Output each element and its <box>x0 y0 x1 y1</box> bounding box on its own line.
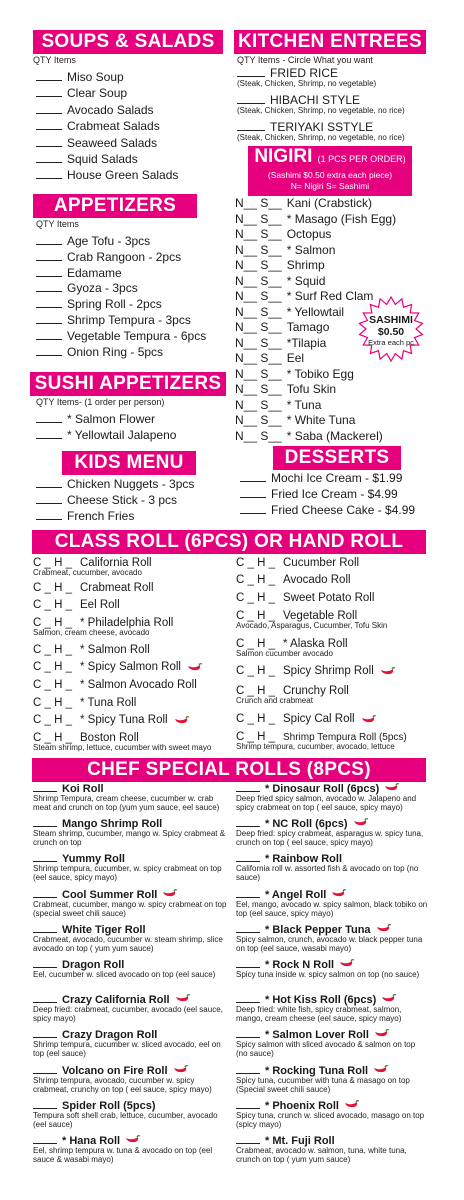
class-roll-name: Spicy Cal Roll <box>283 713 355 725</box>
chef-roll-name: * Black Pepper Tuna <box>265 923 371 936</box>
nigiri-item-name: Octopus <box>286 227 332 241</box>
desserts-item[interactable] <box>240 503 415 517</box>
nigiri-item-name: * Salmon <box>286 242 336 257</box>
chef-roll-name: * Dinosaur Roll (6pcs) <box>265 783 380 795</box>
kitchen-header: KITCHEN ENTREES <box>234 30 426 54</box>
class-roll-name: * Tuna Roll <box>80 697 137 709</box>
chef-roll-desc: Spicy tuna inside w. spicy salmon on top (no sauce) <box>236 970 420 979</box>
soups-header: SOUPS & SALADS <box>33 30 223 54</box>
nigiri-item-name: Shrimp <box>286 258 325 272</box>
class-roll-item[interactable] <box>236 556 359 570</box>
desserts-item-label: Mochi Ice Cream - $1.99 <box>271 471 403 485</box>
kids-item[interactable] <box>36 493 177 507</box>
soups-item[interactable] <box>36 168 178 182</box>
nigiri-sub2: N= Nigiri S= Sashimi <box>290 181 370 191</box>
soups-item[interactable] <box>36 136 157 150</box>
class-roll-header: CLASS ROLL (6PCS) OR HAND ROLL <box>32 530 426 554</box>
nigiri-order-blanks[interactable]: N__ S__ <box>235 227 282 241</box>
chef-roll-name: * Hana Roll <box>62 1135 121 1147</box>
appetizers-item[interactable] <box>36 313 191 327</box>
appetizers-item-label: Vegetable Tempura - 6pcs <box>67 328 207 343</box>
nigiri-order-blanks[interactable]: N__ S__ <box>235 304 282 319</box>
chef-roll-name: * Rainbow Roll <box>265 853 342 866</box>
chili-pepper-icon <box>175 994 191 1003</box>
chef-roll-name: * Angel Roll <box>265 888 327 901</box>
nigiri-item[interactable] <box>235 398 321 412</box>
soups-item[interactable] <box>36 152 138 166</box>
class-roll-item[interactable] <box>33 713 168 727</box>
desserts-item[interactable] <box>240 471 402 485</box>
nigiri-order-blanks[interactable]: N__ S__ <box>235 413 282 427</box>
class-roll-name: * Alaska Roll <box>283 638 348 650</box>
chef-roll-qty-blank[interactable] <box>236 1099 260 1109</box>
appetizers-item-label: Shrimp Tempura - 3pcs <box>67 313 191 327</box>
chef-roll-desc: California roll w. assorted fish & avocado on top (no sauce) <box>236 864 419 883</box>
chili-pepper-icon <box>381 994 397 1003</box>
kids-qty-blank[interactable] <box>36 494 62 504</box>
appetizers-qty-blank[interactable] <box>36 314 62 324</box>
appetizers-qty-blank[interactable] <box>36 267 62 277</box>
kitchen-item-name: TERIYAKI SSTYLE <box>270 120 374 134</box>
class-roll-prefix[interactable]: C _ H _ <box>236 731 275 743</box>
chef-roll-desc: Spicy tuna, crunch w. sliced avocado, masago on top (spicy mayo) <box>236 1110 425 1129</box>
nigiri-item-name: * Yellowtail <box>286 304 345 319</box>
chef-roll-desc: Spicy salmon, crunch, avocado w. black pepper tuna on top (eel sauce, wasabi mayo) <box>236 934 423 953</box>
nigiri-order-blanks[interactable]: N__ S__ <box>235 351 282 365</box>
nigiri-order-blanks[interactable]: N__ S__ <box>235 289 282 303</box>
soups-item[interactable] <box>36 103 154 117</box>
class-roll-prefix[interactable]: C _ H _ <box>33 582 72 594</box>
kitchen-item[interactable] <box>237 120 373 134</box>
nigiri-item[interactable] <box>235 274 325 288</box>
class-roll-prefix[interactable]: C _ H _ <box>236 610 275 622</box>
kids-item-label: Chicken Nuggets - 3pcs <box>67 477 195 491</box>
nigiri-item-name: Tamago <box>286 320 330 334</box>
chili-pepper-icon <box>344 1100 360 1109</box>
soups-item[interactable] <box>36 70 124 84</box>
class-roll-prefix[interactable]: C _ H _ <box>33 661 72 673</box>
sushi-appetizers-item[interactable] <box>36 412 155 426</box>
chef-roll-desc: Deep fried: white fish, spicy crabmeat, salmon, mango, cream cheese (eel sauce, spicy mayo) <box>236 1005 402 1024</box>
chef-roll-desc: Deep fried: crabmeat, cucumber, avocado (eel sauce, spicy mayo) <box>33 1005 223 1024</box>
appetizers-qty-blank[interactable] <box>36 298 62 308</box>
chef-roll-name: Crazy Dragon Roll <box>62 1029 158 1042</box>
soups-item-label: Avocado Salads <box>67 102 154 117</box>
nigiri-item-name: Tofu Skin <box>286 382 337 396</box>
nigiri-item-name: * White Tuna <box>286 413 356 427</box>
nigiri-item[interactable] <box>235 336 326 350</box>
nigiri-order-blanks[interactable]: N__ S__ <box>235 258 282 272</box>
appetizers-item-label: Age Tofu - 3pcs <box>67 234 151 248</box>
kids-header: KIDS MENU <box>62 451 196 475</box>
class-roll-prefix[interactable]: C _ H _ <box>33 557 72 569</box>
chef-roll-name: Dragon Roll <box>62 959 125 971</box>
class-roll-prefix[interactable]: C _ H _ <box>236 557 275 569</box>
kitchen-qty-blank[interactable] <box>237 67 265 77</box>
chef-roll-qty-blank[interactable] <box>33 993 57 1003</box>
class-roll-item[interactable] <box>33 643 150 657</box>
class-roll-prefix[interactable]: C _ H _ <box>236 685 275 697</box>
chef-roll-name: Mango Shrimp Roll <box>62 818 163 831</box>
chili-pepper-icon <box>380 667 396 676</box>
chef-roll-desc: Spicy salmon with sliced avocado & salmon on top (no sauce) <box>236 1040 416 1059</box>
chef-roll-qty-blank[interactable] <box>33 1064 57 1074</box>
kitchen-qty-blank[interactable] <box>237 121 265 131</box>
chef-roll-desc: Crabmeat, avocado w. salmon, tuna, white tuna, crunch on top ( yum yum sauce) <box>236 1146 407 1164</box>
chef-roll-qty-blank[interactable] <box>236 1028 260 1038</box>
kitchen-item-desc: (Steak, Chicken, Shrimp, no vegetable, no rice) <box>237 106 405 115</box>
nigiri-item[interactable] <box>235 367 354 381</box>
kitchen-item[interactable] <box>237 93 360 107</box>
sashimi-badge-line1: SASHIMI <box>369 314 413 326</box>
nigiri-order-blanks[interactable]: N__ S__ <box>235 273 282 288</box>
class-roll-name: Boston Roll <box>80 732 139 744</box>
soups-item[interactable] <box>36 86 127 100</box>
soups-qty-blank[interactable] <box>36 169 62 179</box>
appetizers-qty-blank[interactable] <box>36 235 62 245</box>
soups-item-label: Miso Soup <box>67 70 124 84</box>
nigiri-order-blanks[interactable]: N__ S__ <box>235 382 282 396</box>
chef-roll-desc: Spicy tuna, cucumber with tuna & masago on top (Special sweet chili sauce) <box>236 1075 410 1094</box>
appetizers-item[interactable] <box>36 281 138 295</box>
soups-qty-blank[interactable] <box>36 87 62 97</box>
class-roll-prefix[interactable]: C _ H _ <box>236 713 275 725</box>
chef-roll-qty-blank[interactable] <box>236 1064 260 1074</box>
chili-pepper-icon <box>373 1065 389 1074</box>
chef-roll-desc: Tempura soft shell crab, lettuce, cucumber, avocado (eel sauce) <box>33 1110 218 1129</box>
desserts-qty-blank[interactable] <box>240 488 266 498</box>
chef-roll-desc: Deep fried: spicy crabmeat, asparagus w. spicy tuna, crunch on top ( eel sauce, spicy mayo) <box>236 829 424 848</box>
nigiri-order-blanks[interactable]: N__ S__ <box>235 242 282 257</box>
sashimi-badge-line3: Extra each pc <box>368 338 414 347</box>
nigiri-order-blanks[interactable]: N__ S__ <box>235 397 282 412</box>
desserts-qty-blank[interactable] <box>240 504 266 514</box>
sashimi-badge-line2: $0.50 <box>377 326 405 338</box>
class-roll-prefix[interactable]: C _ H _ <box>236 592 275 604</box>
class-roll-desc: Steam shrimp, lettuce, cucumber with sweet mayo <box>33 743 212 752</box>
class-roll-item[interactable] <box>236 573 351 587</box>
chef-roll-qty-blank[interactable] <box>236 782 260 792</box>
appetizers-item-label: Gyoza - 3pcs <box>67 281 138 296</box>
nigiri-item[interactable] <box>235 413 355 427</box>
nigiri-sub1: (Sashimi $0.50 extra each piece) <box>267 170 393 180</box>
appetizers-item-label: Onion Ring - 5pcs <box>67 344 164 359</box>
nigiri-item[interactable] <box>235 212 396 226</box>
class-roll-prefix[interactable]: C _ H _ <box>33 599 72 611</box>
chef-roll-name: Yummy Roll <box>62 853 125 866</box>
nigiri-item[interactable] <box>235 258 325 272</box>
chili-pepper-icon <box>331 889 347 898</box>
desserts-header: DESSERTS <box>273 446 401 470</box>
chef-roll-name: * Salmon Lover Roll <box>265 1029 369 1042</box>
class-roll-name: Eel Roll <box>80 599 120 611</box>
soups-qty-blank[interactable] <box>36 120 62 130</box>
chef-roll-name: * NC Roll (6pcs) <box>265 818 348 831</box>
soups-item[interactable] <box>36 119 160 133</box>
chili-pepper-icon <box>361 715 377 724</box>
kitchen-item-name: FRIED RICE <box>270 66 339 80</box>
nigiri-item-name: *Tilapia <box>286 335 327 350</box>
chef-roll-qty-blank[interactable] <box>33 817 57 827</box>
chef-roll-name: Volcano on Fire Roll <box>62 1064 168 1077</box>
appetizers-qty-blank[interactable] <box>36 346 62 356</box>
chef-roll-desc: Deep fried spicy salmon, avocado w. Jalapeno and spicy crabmeat on top ( eel sauce, spicy mayo) <box>236 794 417 812</box>
chef-roll-name: Koi Roll <box>62 783 104 795</box>
class-roll-name: Sweet Potato Roll <box>283 592 375 604</box>
class-roll-name: Shrimp Tempura Roll (5pcs) <box>283 732 407 743</box>
chef-roll-name: * Rock N Roll <box>265 959 335 971</box>
soups-qty-blank[interactable] <box>36 153 62 163</box>
sushi-appetizers-item-label: * Salmon Flower <box>67 412 156 426</box>
chef-roll-qty-blank[interactable] <box>33 782 57 792</box>
soups-qty-label: QTY Items <box>33 55 76 65</box>
chef-roll-desc: Shrimp tempura, avocado, cucumber w. spicy crabmeat, crunchy on top ( eel sauce, spicy mayo) <box>33 1075 212 1094</box>
class-roll-prefix[interactable]: C _ H _ <box>33 644 72 656</box>
chef-roll-qty-blank[interactable] <box>33 958 57 968</box>
appetizers-item[interactable] <box>36 329 206 343</box>
appetizers-item[interactable] <box>36 345 163 359</box>
nigiri-order-blanks[interactable]: N__ S__ <box>235 335 282 350</box>
sushi-appetizers-item[interactable] <box>36 428 176 442</box>
nigiri-header <box>248 146 412 196</box>
chili-pepper-icon <box>353 818 369 827</box>
nigiri-order-blanks[interactable]: N__ S__ <box>235 366 282 381</box>
appetizers-item-label: Spring Roll - 2pcs <box>67 297 162 312</box>
appetizers-item[interactable] <box>36 234 150 248</box>
kids-item[interactable] <box>36 477 194 491</box>
class-roll-desc: Salmon cucumber avocado <box>236 649 333 658</box>
class-roll-item[interactable] <box>33 696 136 710</box>
class-roll-prefix[interactable]: C _ H _ <box>33 714 72 726</box>
appetizers-item[interactable] <box>36 297 162 311</box>
kitchen-item-name: HIBACHI STYLE <box>270 93 361 107</box>
nigiri-item-name: Eel <box>286 351 305 365</box>
appetizers-header: APPETIZERS <box>33 194 197 218</box>
kids-qty-blank[interactable] <box>36 510 62 520</box>
chef-roll-qty-blank[interactable] <box>33 1099 57 1109</box>
class-roll-desc: Salmon, cream cheese, avocado <box>33 628 150 637</box>
class-roll-name: Crunchy Roll <box>283 685 349 697</box>
soups-item-label: Seaweed Salads <box>67 135 158 150</box>
chef-roll-qty-blank[interactable] <box>33 1134 57 1144</box>
nigiri-item-name: * Saba (Mackerel) <box>286 428 383 443</box>
class-roll-item[interactable] <box>33 598 120 612</box>
class-roll-name: California Roll <box>80 557 152 569</box>
kids-item-label: French Fries <box>67 508 135 523</box>
kids-item[interactable] <box>36 509 134 523</box>
class-roll-item[interactable] <box>236 664 374 678</box>
chef-roll-qty-blank[interactable] <box>236 923 260 933</box>
nigiri-item[interactable] <box>235 227 331 241</box>
chef-special-header: CHEF SPECIAL ROLLS (8PCS) <box>32 758 426 782</box>
nigiri-title: NIGIRI <box>254 146 313 167</box>
chef-roll-name: * Phoenix Roll <box>265 1099 339 1112</box>
chef-roll-qty-blank[interactable] <box>236 817 260 827</box>
nigiri-item[interactable] <box>235 243 335 257</box>
appetizers-item-label: Crab Rangoon - 2pcs <box>67 249 182 264</box>
appetizers-qty-blank[interactable] <box>36 282 62 292</box>
chef-roll-desc: Eel, shrimp tempura w. tuna & avocado on top (eel sauce & wasabi mayo) <box>33 1146 213 1164</box>
class-roll-name: * Salmon Roll <box>80 644 150 656</box>
chef-roll-qty-blank[interactable] <box>33 852 57 862</box>
class-roll-name: * Salmon Avocado Roll <box>80 679 197 691</box>
appetizers-qty-blank[interactable] <box>36 251 62 261</box>
class-roll-item[interactable] <box>236 712 355 726</box>
chili-pepper-icon <box>187 663 203 672</box>
nigiri-item[interactable] <box>235 196 372 210</box>
kids-qty-blank[interactable] <box>36 478 62 488</box>
sushi-appetizers-qty-blank[interactable] <box>36 429 62 439</box>
class-roll-prefix[interactable]: C _ H _ <box>236 638 275 650</box>
soups-qty-blank[interactable] <box>36 71 62 81</box>
chef-roll-desc: Eel, mango, avocado w. spicy salmon, black tobiko on top (eel sauce, spicy mayo) <box>236 899 428 918</box>
chef-roll-name: Cool Summer Roll <box>62 888 158 901</box>
chef-roll-name: * Mt. Fuji Roll <box>265 1135 335 1147</box>
appetizers-qty-label: QTY Items <box>36 219 79 229</box>
class-roll-item[interactable] <box>33 581 154 595</box>
kitchen-qty-blank[interactable] <box>237 94 265 104</box>
sashimi-badge <box>358 296 424 362</box>
nigiri-order-blanks[interactable]: N__ S__ <box>235 211 282 226</box>
chef-roll-qty-blank[interactable] <box>236 993 260 1003</box>
chef-roll-name: White Tiger Roll <box>62 923 146 936</box>
kitchen-item-desc: (Steak, Chicken, Shrimp, no vegetable) <box>237 79 377 88</box>
chef-roll-desc: Shrimp tempura, cucumber, w. spicy crabmeat on top (eel sauce, spicy mayo) <box>33 864 222 883</box>
nigiri-order-blanks[interactable]: N__ S__ <box>235 196 282 210</box>
chili-pepper-icon <box>162 889 178 898</box>
kitchen-item[interactable] <box>237 66 338 80</box>
desserts-item-label: Fried Cheese Cake - $4.99 <box>271 502 416 517</box>
class-roll-desc: Avocado, Asparagus, Cucumber, Tofu Skin <box>236 621 388 630</box>
nigiri-item-name: * Masago (Fish Egg) <box>286 211 397 226</box>
nigiri-order-blanks[interactable]: N__ S__ <box>235 428 282 443</box>
chef-roll-name: * Rocking Tuna Roll <box>265 1064 369 1077</box>
sushi-appetizers-qty-blank[interactable] <box>36 413 62 423</box>
chef-roll-name: * Hot Kiss Roll (6pcs) <box>265 994 377 1007</box>
class-roll-prefix[interactable]: C _ H _ <box>33 617 72 629</box>
nigiri-title-note: (1 PCS PER ORDER) <box>317 154 406 164</box>
nigiri-item[interactable] <box>235 382 336 396</box>
class-roll-desc: Crabmeat, cucumber, avocado <box>33 568 142 577</box>
chef-roll-desc: Steam shrimp, cucumber, mango w. Spicy crabmeat & crunch on top <box>33 829 226 848</box>
nigiri-item[interactable] <box>235 351 304 365</box>
class-roll-name: Cucumber Roll <box>283 557 360 569</box>
appetizers-item[interactable] <box>36 250 181 264</box>
soups-item-label: House Green Salads <box>67 168 179 183</box>
sushi-appetizers-qty-label: QTY Items- (1 order per person) <box>36 397 165 407</box>
chef-roll-qty-blank[interactable] <box>33 888 57 898</box>
soups-qty-blank[interactable] <box>36 137 62 147</box>
chef-roll-qty-blank[interactable] <box>236 888 260 898</box>
chef-roll-desc: Crabmeat, avocado, cucumber w. steam shrimp, slice avocado on top ( yum yum sauce) <box>33 934 223 953</box>
chili-pepper-icon <box>384 783 400 792</box>
class-roll-prefix[interactable]: C _ H _ <box>236 665 275 677</box>
chef-roll-desc: Shrimp Tempura, cream cheese, cucumber w. crab meat and crunch on top (yum yum sauce, eel sauce) <box>33 794 220 812</box>
sushi-appetizers-header: SUSHI APPETIZERS <box>30 372 226 396</box>
nigiri-item-name: Kani (Crabstick) <box>286 196 373 210</box>
class-roll-prefix[interactable]: C _ H _ <box>33 679 72 691</box>
kitchen-item-desc: (Steak, Chicken, Shrimp, no vegetable, no rice) <box>237 133 405 142</box>
class-roll-name: Spicy Shrimp Roll <box>283 665 374 677</box>
chef-roll-desc: Eel, cucumber w. sliced avocado on top (eel sauce) <box>33 970 216 979</box>
class-roll-desc: Crunch and crabmeat <box>236 696 313 705</box>
class-roll-name: * Philadelphia Roll <box>80 617 174 629</box>
chili-pepper-icon <box>174 716 190 725</box>
nigiri-item[interactable] <box>235 320 329 334</box>
sushi-appetizers-item-label: * Yellowtail Jalapeno <box>67 427 177 442</box>
chef-roll-qty-blank[interactable] <box>236 958 260 968</box>
chili-pepper-icon <box>374 1029 390 1038</box>
class-roll-item[interactable] <box>33 678 197 692</box>
class-roll-item[interactable] <box>236 591 374 605</box>
nigiri-item[interactable] <box>235 429 383 443</box>
nigiri-item-name: * Surf Red Clam <box>286 289 374 303</box>
class-roll-name: * Spicy Salmon Roll <box>80 661 181 673</box>
kitchen-qty-label: QTY Items - Circle What you want <box>237 55 373 65</box>
soups-qty-blank[interactable] <box>36 104 62 114</box>
desserts-item-label: Fried Ice Cream - $4.99 <box>271 486 398 501</box>
appetizers-item-label: Edamame <box>67 265 122 280</box>
chef-roll-name: Crazy California Roll <box>62 994 170 1007</box>
class-roll-prefix[interactable]: C _ H _ <box>33 697 72 709</box>
chef-roll-desc: Shrimp tempura, cucumber w. sliced avocado, eel on top (eel sauce) <box>33 1040 221 1059</box>
chef-roll-qty-blank[interactable] <box>236 852 260 862</box>
nigiri-item[interactable] <box>235 289 373 303</box>
chili-pepper-icon <box>339 959 355 968</box>
nigiri-item-name: * Squid <box>286 273 326 288</box>
class-roll-desc: Shrimp tempura, cucumber, avocado, lettuce <box>236 742 395 751</box>
chef-roll-desc: Crabmeat, cucumber, mango w. spicy crabmeat on top (special sweet chili sauce) <box>33 899 227 918</box>
class-roll-name: Crabmeat Roll <box>80 582 154 594</box>
class-roll-name: Vegetable Roll <box>283 610 358 622</box>
chef-roll-qty-blank[interactable] <box>33 1028 57 1038</box>
class-roll-prefix[interactable]: C _ H _ <box>236 574 275 586</box>
appetizers-item[interactable] <box>36 266 122 280</box>
desserts-item[interactable] <box>240 487 398 501</box>
class-roll-item[interactable] <box>33 660 181 674</box>
soups-item-label: Squid Salads <box>67 152 138 166</box>
nigiri-order-blanks[interactable]: N__ S__ <box>235 320 282 334</box>
chili-pepper-icon <box>376 924 392 933</box>
chef-roll-qty-blank[interactable] <box>236 1134 260 1144</box>
class-roll-prefix[interactable]: C _ H _ <box>33 732 72 744</box>
chef-roll-name: Spider Roll (5pcs) <box>62 1099 156 1112</box>
appetizers-qty-blank[interactable] <box>36 330 62 340</box>
desserts-qty-blank[interactable] <box>240 472 266 482</box>
nigiri-item-name: * Tuna <box>286 397 322 412</box>
class-roll-name: Avocado Roll <box>283 574 351 586</box>
chili-pepper-icon <box>125 1135 141 1144</box>
class-roll-name: * Spicy Tuna Roll <box>80 714 168 726</box>
chili-pepper-icon <box>173 1065 189 1074</box>
soups-item-label: Clear Soup <box>67 86 128 101</box>
nigiri-item-name: * Tobiko Egg <box>286 366 354 381</box>
nigiri-item[interactable] <box>235 305 344 319</box>
soups-item-label: Crabmeat Salads <box>67 119 160 134</box>
kids-item-label: Cheese Stick - 3 pcs <box>67 492 178 507</box>
chef-roll-qty-blank[interactable] <box>33 923 57 933</box>
